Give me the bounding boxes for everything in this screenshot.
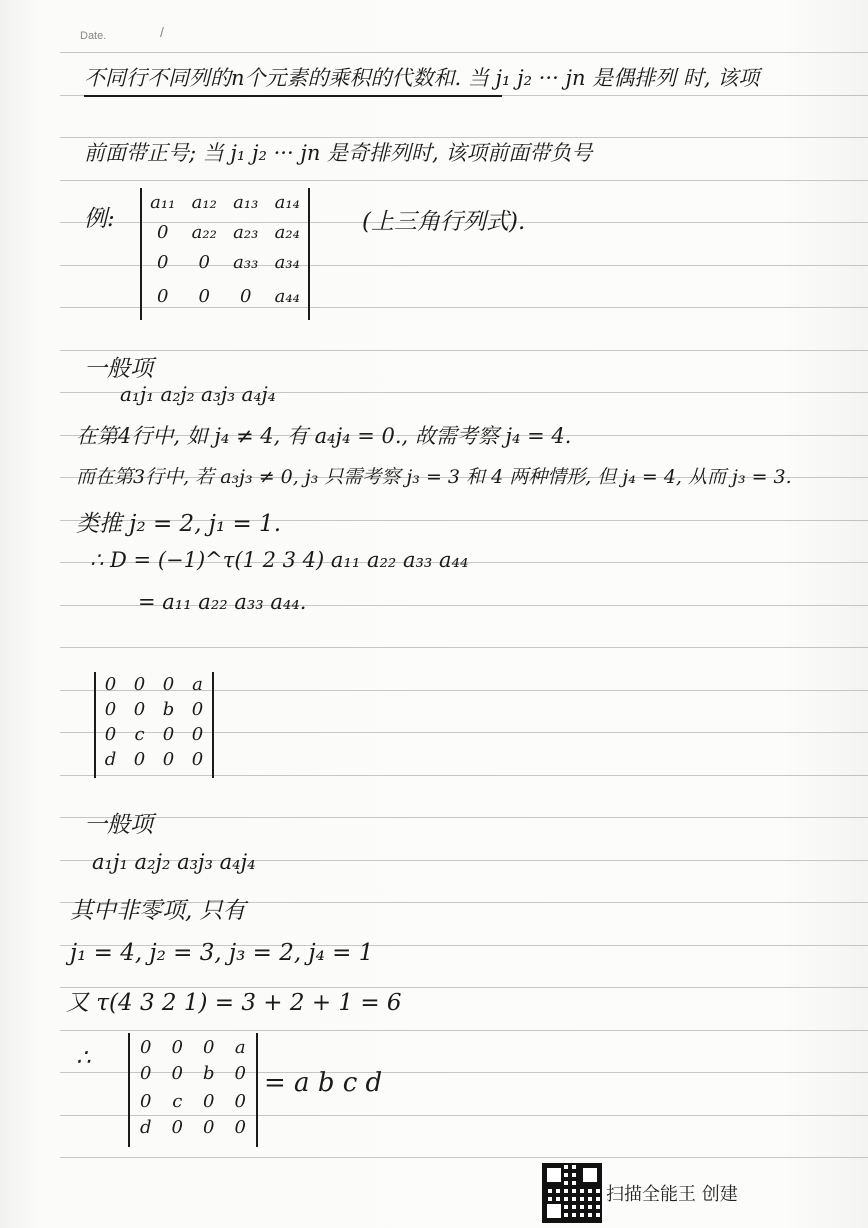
matrix-cell: 0 [198, 286, 210, 307]
qr-finder-icon [580, 1165, 600, 1185]
index-values: j₁ = 4, j₂ = 3, j₃ = 2, j₄ = 1 [70, 940, 374, 966]
matrix-cell: a₁₂ [191, 192, 217, 213]
matrix-cell: a₂₃ [233, 222, 259, 243]
matrix-cell: b [202, 1063, 215, 1084]
matrix-cell: 0 [104, 724, 117, 745]
matrix-cell: a₂₂ [191, 222, 217, 243]
general-term-heading: 一般项 [84, 356, 153, 382]
matrix-cell: a₃₄ [274, 252, 300, 273]
matrix-cell: 0 [133, 749, 146, 770]
matrix-cell: a₁₃ [233, 192, 259, 213]
final-determinant [128, 1033, 258, 1147]
matrix-cell: 0 [133, 699, 146, 720]
qr-code-icon [542, 1163, 602, 1223]
matrix-cell: 0 [104, 699, 117, 720]
general-term-formula: a₁j₁ a₂j₂ a₃j₃ a₄j₄ [120, 382, 276, 406]
reasoning-line-2: 而在第3行中, 若 a₃j₃ ≠ 0, j₃ 只需考察 j₃ = 3 和 4 两种情形, 但 j₄ = 4, 从而 j₃ = 3. [76, 466, 792, 488]
matrix-cell: 0 [162, 749, 175, 770]
matrix-cell: 0 [234, 1063, 246, 1084]
matrix-cell: 0 [203, 1091, 215, 1112]
matrix-cell: d [139, 1117, 152, 1138]
example-label: 例: [84, 206, 115, 232]
ruled-line [60, 52, 868, 53]
matrix-cell: c [134, 724, 145, 745]
matrix-cell: 0 [203, 1037, 215, 1058]
ruled-line [60, 647, 868, 648]
matrix-cell: a [234, 1037, 246, 1058]
matrix-cell: 0 [133, 674, 146, 695]
scanner-brand: 扫描全能王 创建 [606, 1184, 738, 1205]
ruled-line [60, 1030, 868, 1031]
matrix-cell: a₁₄ [274, 192, 300, 213]
reasoning-line-1: 在第4行中, 如 j₄ ≠ 4, 有 a₄j₄ = 0., 故需考察 j₄ = 4. [76, 424, 572, 448]
ruled-line [60, 350, 868, 351]
matrix-cell: 0 [157, 286, 169, 307]
inversion-count: 又 τ(4 3 2 1) = 3 + 2 + 1 = 6 [66, 990, 402, 1016]
matrix-cell: 0 [191, 724, 204, 745]
matrix-cell: a₂₄ [274, 222, 300, 243]
date-label: Date. [80, 30, 107, 42]
definition-line-2: 前面带正号; 当 j₁ j₂ ··· jn 是奇排列时, 该项前面带负号 [84, 141, 593, 165]
matrix-cell: a [192, 674, 203, 695]
matrix-cell: d [104, 749, 117, 770]
final-result: = a b c d [264, 1068, 383, 1098]
nonzero-term-note: 其中非零项, 只有 [70, 898, 246, 924]
definition-line-1: 不同行不同列的n个元素的乘积的代数和. 当 j₁ j₂ ··· jn 是偶排列 时, 该项 [84, 66, 760, 90]
matrix-cell: 0 [240, 286, 252, 307]
ruled-line [60, 817, 868, 818]
matrix-cell: 0 [140, 1063, 152, 1084]
matrix-cell: 0 [140, 1091, 152, 1112]
qr-finder-icon [544, 1201, 564, 1221]
general-term-formula-2: a₁j₁ a₂j₂ a₃j₃ a₄j₄ [92, 850, 256, 874]
matrix-cell: b [162, 699, 175, 720]
matrix-cell: 0 [203, 1117, 215, 1138]
matrix-cell: 0 [157, 252, 169, 273]
matrix-cell: 0 [157, 222, 169, 243]
matrix-cell: 0 [191, 749, 204, 770]
underline [84, 95, 502, 97]
upper-triangular-note: (上三角行列式). [362, 209, 526, 235]
therefore-symbol: ∴ [76, 1045, 91, 1071]
matrix-cell: 0 [234, 1091, 246, 1112]
matrix-cell: 0 [171, 1063, 183, 1084]
matrix-cell: 0 [234, 1117, 246, 1138]
matrix-cell: 0 [140, 1037, 152, 1058]
matrix-cell: 0 [171, 1117, 183, 1138]
date-value: / [160, 24, 164, 40]
reasoning-line-3: 类推 j₂ = 2, j₁ = 1. [76, 511, 282, 537]
matrix-cell: a₄₄ [274, 286, 300, 307]
matrix-cell: c [172, 1091, 183, 1112]
matrix-cell: 0 [162, 724, 175, 745]
anti-diagonal-determinant [94, 672, 214, 778]
matrix-cell: a₁₁ [150, 192, 176, 213]
ruled-line [60, 1157, 868, 1158]
general-term-heading-2: 一般项 [84, 812, 153, 838]
upper-triangular-determinant [140, 188, 310, 320]
matrix-cell: 0 [191, 699, 204, 720]
matrix-cell: 0 [162, 674, 175, 695]
determinant-result: ∴ D = (−1)^τ(1 2 3 4) a₁₁ a₂₂ a₃₃ a₄₄ [90, 548, 469, 572]
matrix-cell: 0 [171, 1037, 183, 1058]
determinant-product: = a₁₁ a₂₂ a₃₃ a₄₄. [138, 590, 307, 614]
ruled-line [60, 180, 868, 181]
qr-finder-icon [544, 1165, 564, 1185]
matrix-cell: 0 [104, 674, 117, 695]
matrix-cell: a₃₃ [233, 252, 259, 273]
matrix-cell: 0 [198, 252, 210, 273]
